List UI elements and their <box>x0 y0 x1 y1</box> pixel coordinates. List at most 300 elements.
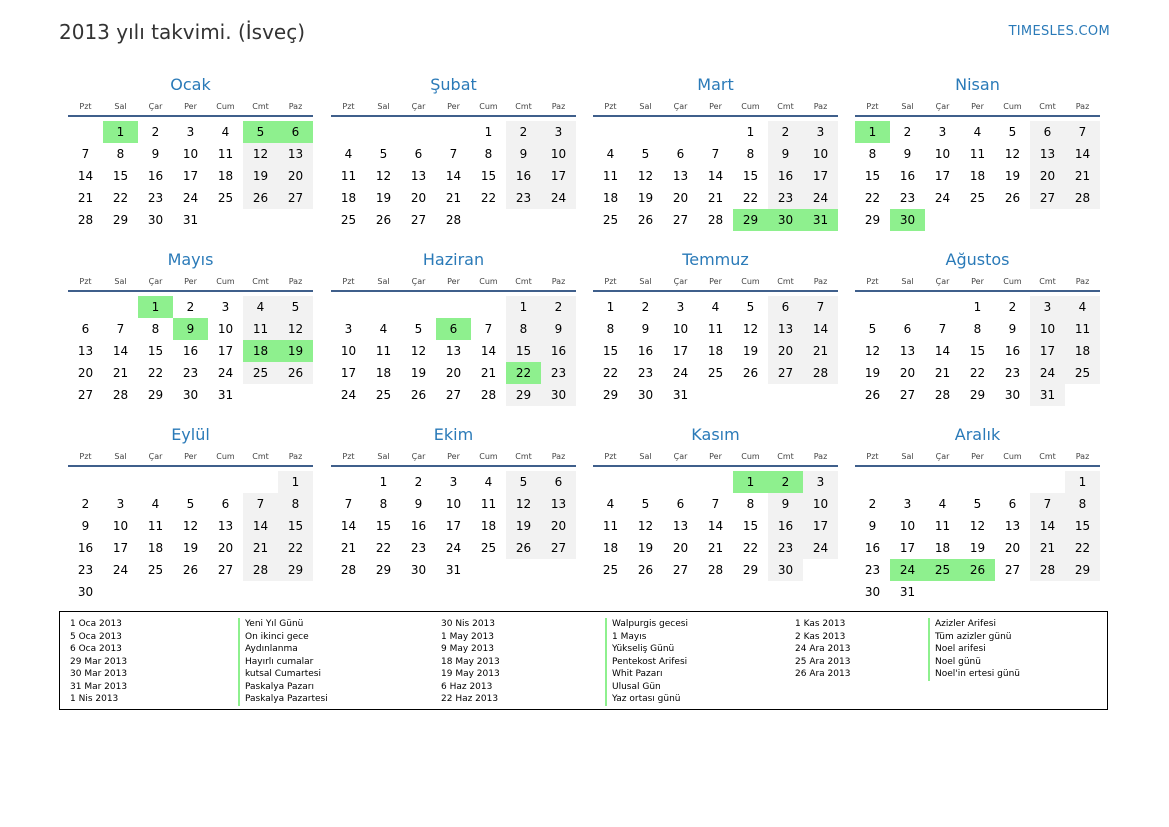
day-cell: 14 <box>1030 515 1065 537</box>
day-cell: 9 <box>506 143 541 165</box>
day-cell: 20 <box>278 165 313 187</box>
day-cell: 27 <box>672 563 689 577</box>
weekday-label: Cum <box>216 277 235 286</box>
day-cell: 8 <box>606 322 615 336</box>
day-cell: 9 <box>541 318 576 340</box>
day-cell: 21 <box>934 366 951 380</box>
day-cell: 18 <box>217 169 234 183</box>
day-cell: 14 <box>243 515 278 537</box>
empty-cell <box>331 296 366 318</box>
day-cell: 21 <box>480 366 497 380</box>
weekday-label: Sal <box>114 277 127 286</box>
legend-dates-col-2 <box>441 618 500 706</box>
legend-line: 5 Oca 2013 <box>70 631 122 642</box>
month-9 <box>68 423 313 603</box>
day-cell: 4 <box>221 125 230 139</box>
day-cell: 11 <box>934 519 951 533</box>
empty-cell <box>925 471 960 493</box>
legend-line: 19 May 2013 <box>441 669 500 679</box>
weekday-header <box>593 449 838 467</box>
day-cell: 2 <box>768 471 803 493</box>
day-cell: 20 <box>217 541 234 555</box>
day-cell: 25 <box>243 362 278 384</box>
legend-line: 29 Mar 2013 <box>70 656 128 667</box>
weekday-label: Çar <box>935 277 950 286</box>
day-cell: 15 <box>480 169 497 183</box>
day-cell: 13 <box>1004 519 1021 533</box>
day-cell: 20 <box>899 366 916 380</box>
day-cell: 3 <box>803 471 838 493</box>
day-cell: 18 <box>602 191 619 205</box>
empty-cell <box>925 581 960 603</box>
day-cell: 25 <box>480 541 497 555</box>
day-cell: 28 <box>707 213 724 227</box>
empty-cell <box>768 384 803 406</box>
day-cell: 17 <box>445 519 462 533</box>
month-name: Mart <box>697 75 734 94</box>
weekday-label: Per <box>709 452 722 461</box>
day-cell: 15 <box>506 340 541 362</box>
empty-cell <box>366 296 401 318</box>
day-cell: 27 <box>541 537 576 559</box>
day-cell: 16 <box>541 340 576 362</box>
weekday-header <box>855 449 1100 467</box>
empty-cell <box>103 471 138 493</box>
empty-cell <box>68 296 103 318</box>
day-cell: 6 <box>541 471 576 493</box>
weekday-label: Pzt <box>79 277 92 286</box>
day-cell: 13 <box>1030 143 1065 165</box>
day-cell: 16 <box>864 541 881 555</box>
day-cell: 16 <box>768 515 803 537</box>
weekday-label: Per <box>971 277 984 286</box>
day-cell: 16 <box>506 165 541 187</box>
day-cell: 24 <box>182 191 199 205</box>
weekday-label: Per <box>709 277 722 286</box>
weekday-label: Per <box>971 452 984 461</box>
weekday-label: Per <box>184 102 197 111</box>
weekday-label: Pzt <box>79 452 92 461</box>
day-cell: 10 <box>445 497 462 511</box>
day-cell: 11 <box>243 318 278 340</box>
day-cell: 25 <box>925 559 960 581</box>
day-cell: 15 <box>1065 515 1100 537</box>
month-10 <box>331 423 576 581</box>
weekday-label: Cmt <box>777 452 794 461</box>
day-cell: 29 <box>112 213 129 227</box>
empty-cell <box>471 209 506 231</box>
day-cell: 1 <box>1065 471 1100 493</box>
day-cell: 28 <box>1030 559 1065 581</box>
day-cell: 13 <box>410 169 427 183</box>
weekday-label: Cum <box>1003 102 1022 111</box>
day-cell: 2 <box>541 296 576 318</box>
day-cell: 18 <box>934 541 951 555</box>
empty-cell <box>890 471 925 493</box>
day-cell: 31 <box>672 388 689 402</box>
weekday-label: Per <box>709 102 722 111</box>
day-cell: 26 <box>637 213 654 227</box>
day-cell: 2 <box>1008 300 1017 314</box>
day-cell: 4 <box>711 300 720 314</box>
day-cell: 24 <box>803 537 838 559</box>
month-4 <box>855 73 1100 231</box>
day-grid <box>331 121 576 231</box>
day-cell: 15 <box>742 169 759 183</box>
weekday-label: Per <box>447 277 460 286</box>
day-cell: 16 <box>77 541 94 555</box>
day-cell: 9 <box>173 318 208 340</box>
day-cell: 8 <box>116 147 125 161</box>
legend-line: Aydınlanma <box>238 643 328 656</box>
weekday-label: Cmt <box>252 102 269 111</box>
weekday-header <box>331 449 576 467</box>
legend-line: 30 Mar 2013 <box>70 669 128 679</box>
day-cell: 23 <box>77 563 94 577</box>
day-cell: 24 <box>890 559 925 581</box>
day-cell: 29 <box>733 209 768 231</box>
legend-line: Ulusal Gün <box>605 681 688 694</box>
weekday-header <box>593 274 838 292</box>
day-cell: 13 <box>77 344 94 358</box>
day-cell: 23 <box>506 187 541 209</box>
day-cell: 1 <box>278 471 313 493</box>
site-link[interactable]: TIMESLES.COM <box>1008 24 1110 39</box>
day-cell: 26 <box>864 388 881 402</box>
day-cell: 11 <box>217 147 234 161</box>
empty-cell <box>1030 209 1065 231</box>
day-cell: 26 <box>960 559 995 581</box>
day-cell: 17 <box>112 541 129 555</box>
weekday-label: Cum <box>741 277 760 286</box>
day-cell: 25 <box>1065 362 1100 384</box>
day-cell: 28 <box>803 362 838 384</box>
month-name: Eylül <box>171 425 210 444</box>
day-cell: 15 <box>864 169 881 183</box>
empty-cell <box>138 471 173 493</box>
day-cell: 25 <box>147 563 164 577</box>
legend-line: Hayırlı cumalar <box>238 656 328 669</box>
weekday-label: Per <box>184 277 197 286</box>
day-cell: 29 <box>602 388 619 402</box>
day-cell: 3 <box>221 300 230 314</box>
day-cell: 31 <box>182 213 199 227</box>
day-cell: 1 <box>855 121 890 143</box>
day-cell: 2 <box>186 300 195 314</box>
day-cell: 27 <box>410 213 427 227</box>
day-cell: 13 <box>672 519 689 533</box>
day-cell: 22 <box>1065 537 1100 559</box>
day-cell: 20 <box>672 191 689 205</box>
weekday-label: Çar <box>673 277 688 286</box>
weekday-label: Cmt <box>1039 452 1056 461</box>
day-cell: 26 <box>1004 191 1021 205</box>
day-cell: 9 <box>1008 322 1017 336</box>
day-cell: 9 <box>768 143 803 165</box>
day-cell: 21 <box>243 537 278 559</box>
day-cell: 10 <box>217 322 234 336</box>
empty-cell <box>995 209 1030 231</box>
weekday-header <box>68 449 313 467</box>
day-cell: 14 <box>445 169 462 183</box>
empty-cell <box>436 296 471 318</box>
day-cell: 6 <box>768 296 803 318</box>
weekday-label: Pzt <box>604 102 617 111</box>
day-cell: 22 <box>375 541 392 555</box>
empty-cell <box>698 121 733 143</box>
day-cell: 12 <box>637 519 654 533</box>
legend-line: Noel arifesi <box>928 643 1020 656</box>
legend-line: 18 May 2013 <box>441 656 500 667</box>
day-cell: 2 <box>868 497 877 511</box>
day-cell: 3 <box>1030 296 1065 318</box>
day-cell: 15 <box>112 169 129 183</box>
empty-cell <box>803 384 838 406</box>
weekday-label: Cmt <box>515 452 532 461</box>
legend-line: Yükseliş Günü <box>605 643 688 656</box>
weekday-label: Cum <box>479 102 498 111</box>
day-cell: 21 <box>77 191 94 205</box>
empty-cell <box>925 296 960 318</box>
day-cell: 26 <box>742 366 759 380</box>
weekday-header <box>68 274 313 292</box>
weekday-label: Cum <box>479 277 498 286</box>
day-cell: 26 <box>278 362 313 384</box>
weekday-label: Sal <box>377 452 390 461</box>
day-cell: 4 <box>151 497 160 511</box>
day-cell: 15 <box>278 515 313 537</box>
legend-names-col-2 <box>605 618 688 706</box>
empty-cell <box>995 471 1030 493</box>
day-cell: 13 <box>217 519 234 533</box>
weekday-label: Paz <box>1075 102 1090 111</box>
weekday-label: Sal <box>114 102 127 111</box>
empty-cell <box>1065 581 1100 603</box>
empty-cell <box>855 471 890 493</box>
day-cell: 22 <box>602 366 619 380</box>
legend-line: Walpurgis gecesi <box>605 618 688 631</box>
day-cell: 5 <box>641 147 650 161</box>
day-cell: 24 <box>672 366 689 380</box>
empty-cell <box>471 296 506 318</box>
holiday-legend <box>59 611 1108 710</box>
day-cell: 4 <box>484 475 493 489</box>
day-cell: 7 <box>243 493 278 515</box>
weekday-label: Per <box>447 102 460 111</box>
day-cell: 29 <box>375 563 392 577</box>
day-cell: 18 <box>969 169 986 183</box>
day-cell: 12 <box>1004 147 1021 161</box>
weekday-label: Çar <box>935 452 950 461</box>
empty-cell <box>925 209 960 231</box>
day-cell: 21 <box>707 541 724 555</box>
day-cell: 26 <box>410 388 427 402</box>
day-cell: 7 <box>1030 493 1065 515</box>
weekday-label: Cum <box>1003 452 1022 461</box>
day-cell: 29 <box>147 388 164 402</box>
day-cell: 19 <box>969 541 986 555</box>
day-cell: 13 <box>768 318 803 340</box>
day-cell: 21 <box>340 541 357 555</box>
day-cell: 28 <box>707 563 724 577</box>
weekday-label: Cmt <box>777 277 794 286</box>
day-cell: 3 <box>676 300 685 314</box>
weekday-label: Cmt <box>515 102 532 111</box>
legend-dates-col-3 <box>795 618 850 681</box>
day-cell: 17 <box>1030 340 1065 362</box>
day-cell: 11 <box>602 519 619 533</box>
day-cell: 30 <box>1004 388 1021 402</box>
day-cell: 9 <box>768 493 803 515</box>
day-cell: 8 <box>868 147 877 161</box>
empty-cell <box>698 471 733 493</box>
day-grid <box>331 471 576 581</box>
empty-cell <box>960 471 995 493</box>
legend-line: Noel günü <box>928 656 1020 669</box>
weekday-label: Cum <box>741 102 760 111</box>
empty-cell <box>541 209 576 231</box>
day-cell: 25 <box>217 191 234 205</box>
day-cell: 29 <box>506 384 541 406</box>
day-cell: 8 <box>506 318 541 340</box>
empty-cell <box>366 121 401 143</box>
empty-cell <box>593 471 628 493</box>
legend-line: 6 Haz 2013 <box>441 681 493 692</box>
day-cell: 2 <box>903 125 912 139</box>
weekday-label: Cum <box>216 452 235 461</box>
empty-cell <box>628 471 663 493</box>
day-cell: 19 <box>375 191 392 205</box>
day-cell: 24 <box>217 366 234 380</box>
weekday-label: Paz <box>813 452 828 461</box>
weekday-label: Çar <box>935 102 950 111</box>
weekday-label: Pzt <box>604 452 617 461</box>
day-cell: 15 <box>742 519 759 533</box>
weekday-label: Cmt <box>1039 277 1056 286</box>
day-cell: 24 <box>934 191 951 205</box>
day-cell: 5 <box>868 322 877 336</box>
day-cell: 3 <box>803 121 838 143</box>
day-cell: 25 <box>707 366 724 380</box>
empty-cell <box>855 296 890 318</box>
day-cell: 14 <box>77 169 94 183</box>
day-cell: 5 <box>1008 125 1017 139</box>
legend-line: On ikinci gece <box>238 631 328 644</box>
day-cell: 10 <box>541 143 576 165</box>
day-cell: 7 <box>449 147 458 161</box>
day-cell: 29 <box>1065 559 1100 581</box>
day-cell: 3 <box>186 125 195 139</box>
month-3 <box>593 73 838 231</box>
day-cell: 12 <box>637 169 654 183</box>
day-cell: 10 <box>182 147 199 161</box>
day-grid <box>331 296 576 406</box>
weekday-header <box>593 99 838 117</box>
empty-cell <box>506 559 541 581</box>
weekday-label: Cum <box>216 102 235 111</box>
day-cell: 2 <box>81 497 90 511</box>
empty-cell <box>401 121 436 143</box>
day-cell: 28 <box>112 388 129 402</box>
day-cell: 4 <box>973 125 982 139</box>
day-cell: 15 <box>602 344 619 358</box>
day-cell: 23 <box>182 366 199 380</box>
day-cell: 3 <box>938 125 947 139</box>
legend-line: Yaz ortası günü <box>605 693 688 706</box>
day-cell: 3 <box>903 497 912 511</box>
day-cell: 27 <box>1030 187 1065 209</box>
day-cell: 21 <box>112 366 129 380</box>
day-cell: 10 <box>803 493 838 515</box>
day-cell: 30 <box>768 559 803 581</box>
day-cell: 15 <box>147 344 164 358</box>
day-cell: 20 <box>1004 541 1021 555</box>
day-cell: 30 <box>410 563 427 577</box>
day-cell: 6 <box>221 497 230 511</box>
empty-cell <box>1065 384 1100 406</box>
day-cell: 16 <box>182 344 199 358</box>
day-cell: 6 <box>414 147 423 161</box>
month-name: Mayıs <box>167 250 214 269</box>
weekday-label: Sal <box>639 277 652 286</box>
weekday-label: Çar <box>148 452 163 461</box>
day-cell: 17 <box>217 344 234 358</box>
weekday-label: Paz <box>288 452 303 461</box>
empty-cell <box>103 581 138 603</box>
empty-cell <box>401 296 436 318</box>
day-cell: 9 <box>903 147 912 161</box>
day-cell: 28 <box>445 213 462 227</box>
day-cell: 8 <box>746 497 755 511</box>
month-5 <box>68 248 313 406</box>
day-cell: 6 <box>676 497 685 511</box>
day-cell: 18 <box>707 344 724 358</box>
day-cell: 1 <box>506 296 541 318</box>
day-cell: 30 <box>637 388 654 402</box>
day-cell: 27 <box>77 388 94 402</box>
day-grid <box>593 121 838 231</box>
day-cell: 19 <box>506 515 541 537</box>
day-cell: 22 <box>112 191 129 205</box>
day-cell: 20 <box>410 191 427 205</box>
weekday-label: Çar <box>148 102 163 111</box>
day-cell: 1 <box>103 121 138 143</box>
month-name: Nisan <box>955 75 1000 94</box>
day-cell: 11 <box>147 519 164 533</box>
month-6 <box>331 248 576 406</box>
empty-cell <box>278 209 313 231</box>
empty-cell <box>890 296 925 318</box>
legend-line: kutsal Cumartesi <box>238 668 328 681</box>
day-cell: 28 <box>480 388 497 402</box>
weekday-label: Sal <box>377 277 390 286</box>
weekday-label: Per <box>447 452 460 461</box>
day-grid <box>855 471 1100 603</box>
day-cell: 1 <box>746 125 755 139</box>
day-cell: 14 <box>707 519 724 533</box>
day-cell: 2 <box>506 121 541 143</box>
month-name: Ocak <box>170 75 211 94</box>
day-cell: 18 <box>602 541 619 555</box>
day-cell: 23 <box>1004 366 1021 380</box>
weekday-label: Paz <box>1075 277 1090 286</box>
day-cell: 24 <box>803 187 838 209</box>
day-cell: 8 <box>151 322 160 336</box>
day-cell: 11 <box>602 169 619 183</box>
weekday-label: Pzt <box>604 277 617 286</box>
day-cell: 25 <box>375 388 392 402</box>
day-cell: 17 <box>541 165 576 187</box>
